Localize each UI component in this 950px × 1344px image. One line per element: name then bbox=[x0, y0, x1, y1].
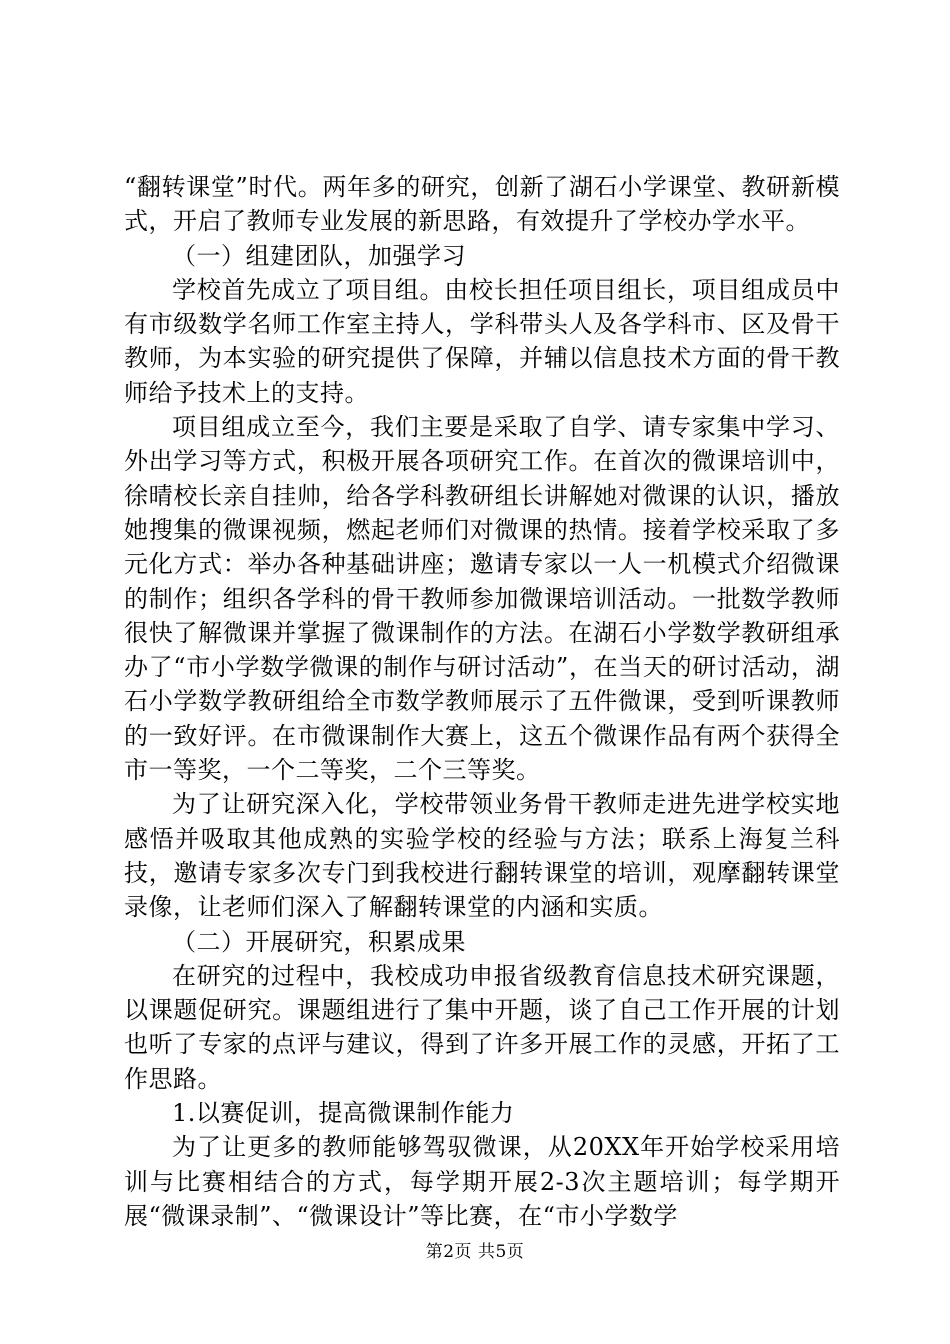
subsection-heading-1: 1.以赛促训，提高微课制作能力 bbox=[172, 1099, 515, 1128]
paragraph-research-process: 在研究的过程中，我校成功申报省级教育信息技术研究课题，以课题促研究。课题组进行了集中开题，谈了自己工作开展的计划也听了专家的点评与建议，得到了许多开展工作的灵感，开拓了工作思路。 bbox=[124, 961, 840, 1093]
paragraph-project-team: 学校首先成立了项目组。由校长担任项目组长，项目组成员中有市级数学名师工作室主持人，学科带头人及各学科市、区及骨干教师，为本实验的研究提供了保障，并辅以信息技术方面的骨干教师给予技术上的支持。 bbox=[124, 275, 840, 407]
section-heading-1: （一）组建团队，加强学习 bbox=[172, 241, 466, 270]
paragraph-deepen-research: 为了让研究深入化，学校带领业务骨干教师走进先进学校实地感悟并吸取其他成熟的实验学校的经验与方法；联系上海复兰科技，邀请专家多次专门到我校进行翻转课堂的培训，观摩翻转课堂录像，让老师们深入了解翻转课堂的内涵和实质。 bbox=[124, 790, 840, 922]
paragraph-competition-training: 为了让更多的教师能够驾驭微课，从20XX年开始学校采用培训与比赛相结合的方式，每学期开展2-3次主题培训；每学期开展“微课录制”、“微课设计”等比赛，在“市小学数学 bbox=[124, 1133, 840, 1230]
paragraph-training: 项目组成立至今，我们主要是采取了自学、请专家集中学习、外出学习等方式，积极开展各项研究工作。在首次的微课培训中，徐晴校长亲自挂帅，给各学科教研组长讲解她对微课的认识，播放她搜集的微课视频，燃起老师们对微课的热情。接着学校采取了多元化方式：举办各种基础讲座；邀请专家以一人一机模式介绍微课的制作；组织各学科的骨干教师参加微课培训活动。一批数学教师很快了解微课并掌握了微课制作的方法。在湖石小学数学教研组承办了“市小学数学微课的制作与研讨活动”，在当天的研讨活动，湖石小学数学教研组给全市数学教师展示了五件微课，受到听课教师的一致好评。在市微课制作大赛上，这五个微课作品有两个获得全市一等奖，一个二等奖，二个三等奖。 bbox=[124, 413, 840, 785]
section-heading-2: （二）开展研究，积累成果 bbox=[172, 927, 466, 956]
page-number-footer: 第2页 共5页 bbox=[425, 1242, 525, 1262]
paragraph-continuation: “翻转课堂”时代。两年多的研究，创新了湖石小学课堂、教研新模式，开启了教师专业发展的新思路，有效提升了学校办学水平。 bbox=[124, 173, 840, 236]
document-body bbox=[124, 170, 840, 1233]
